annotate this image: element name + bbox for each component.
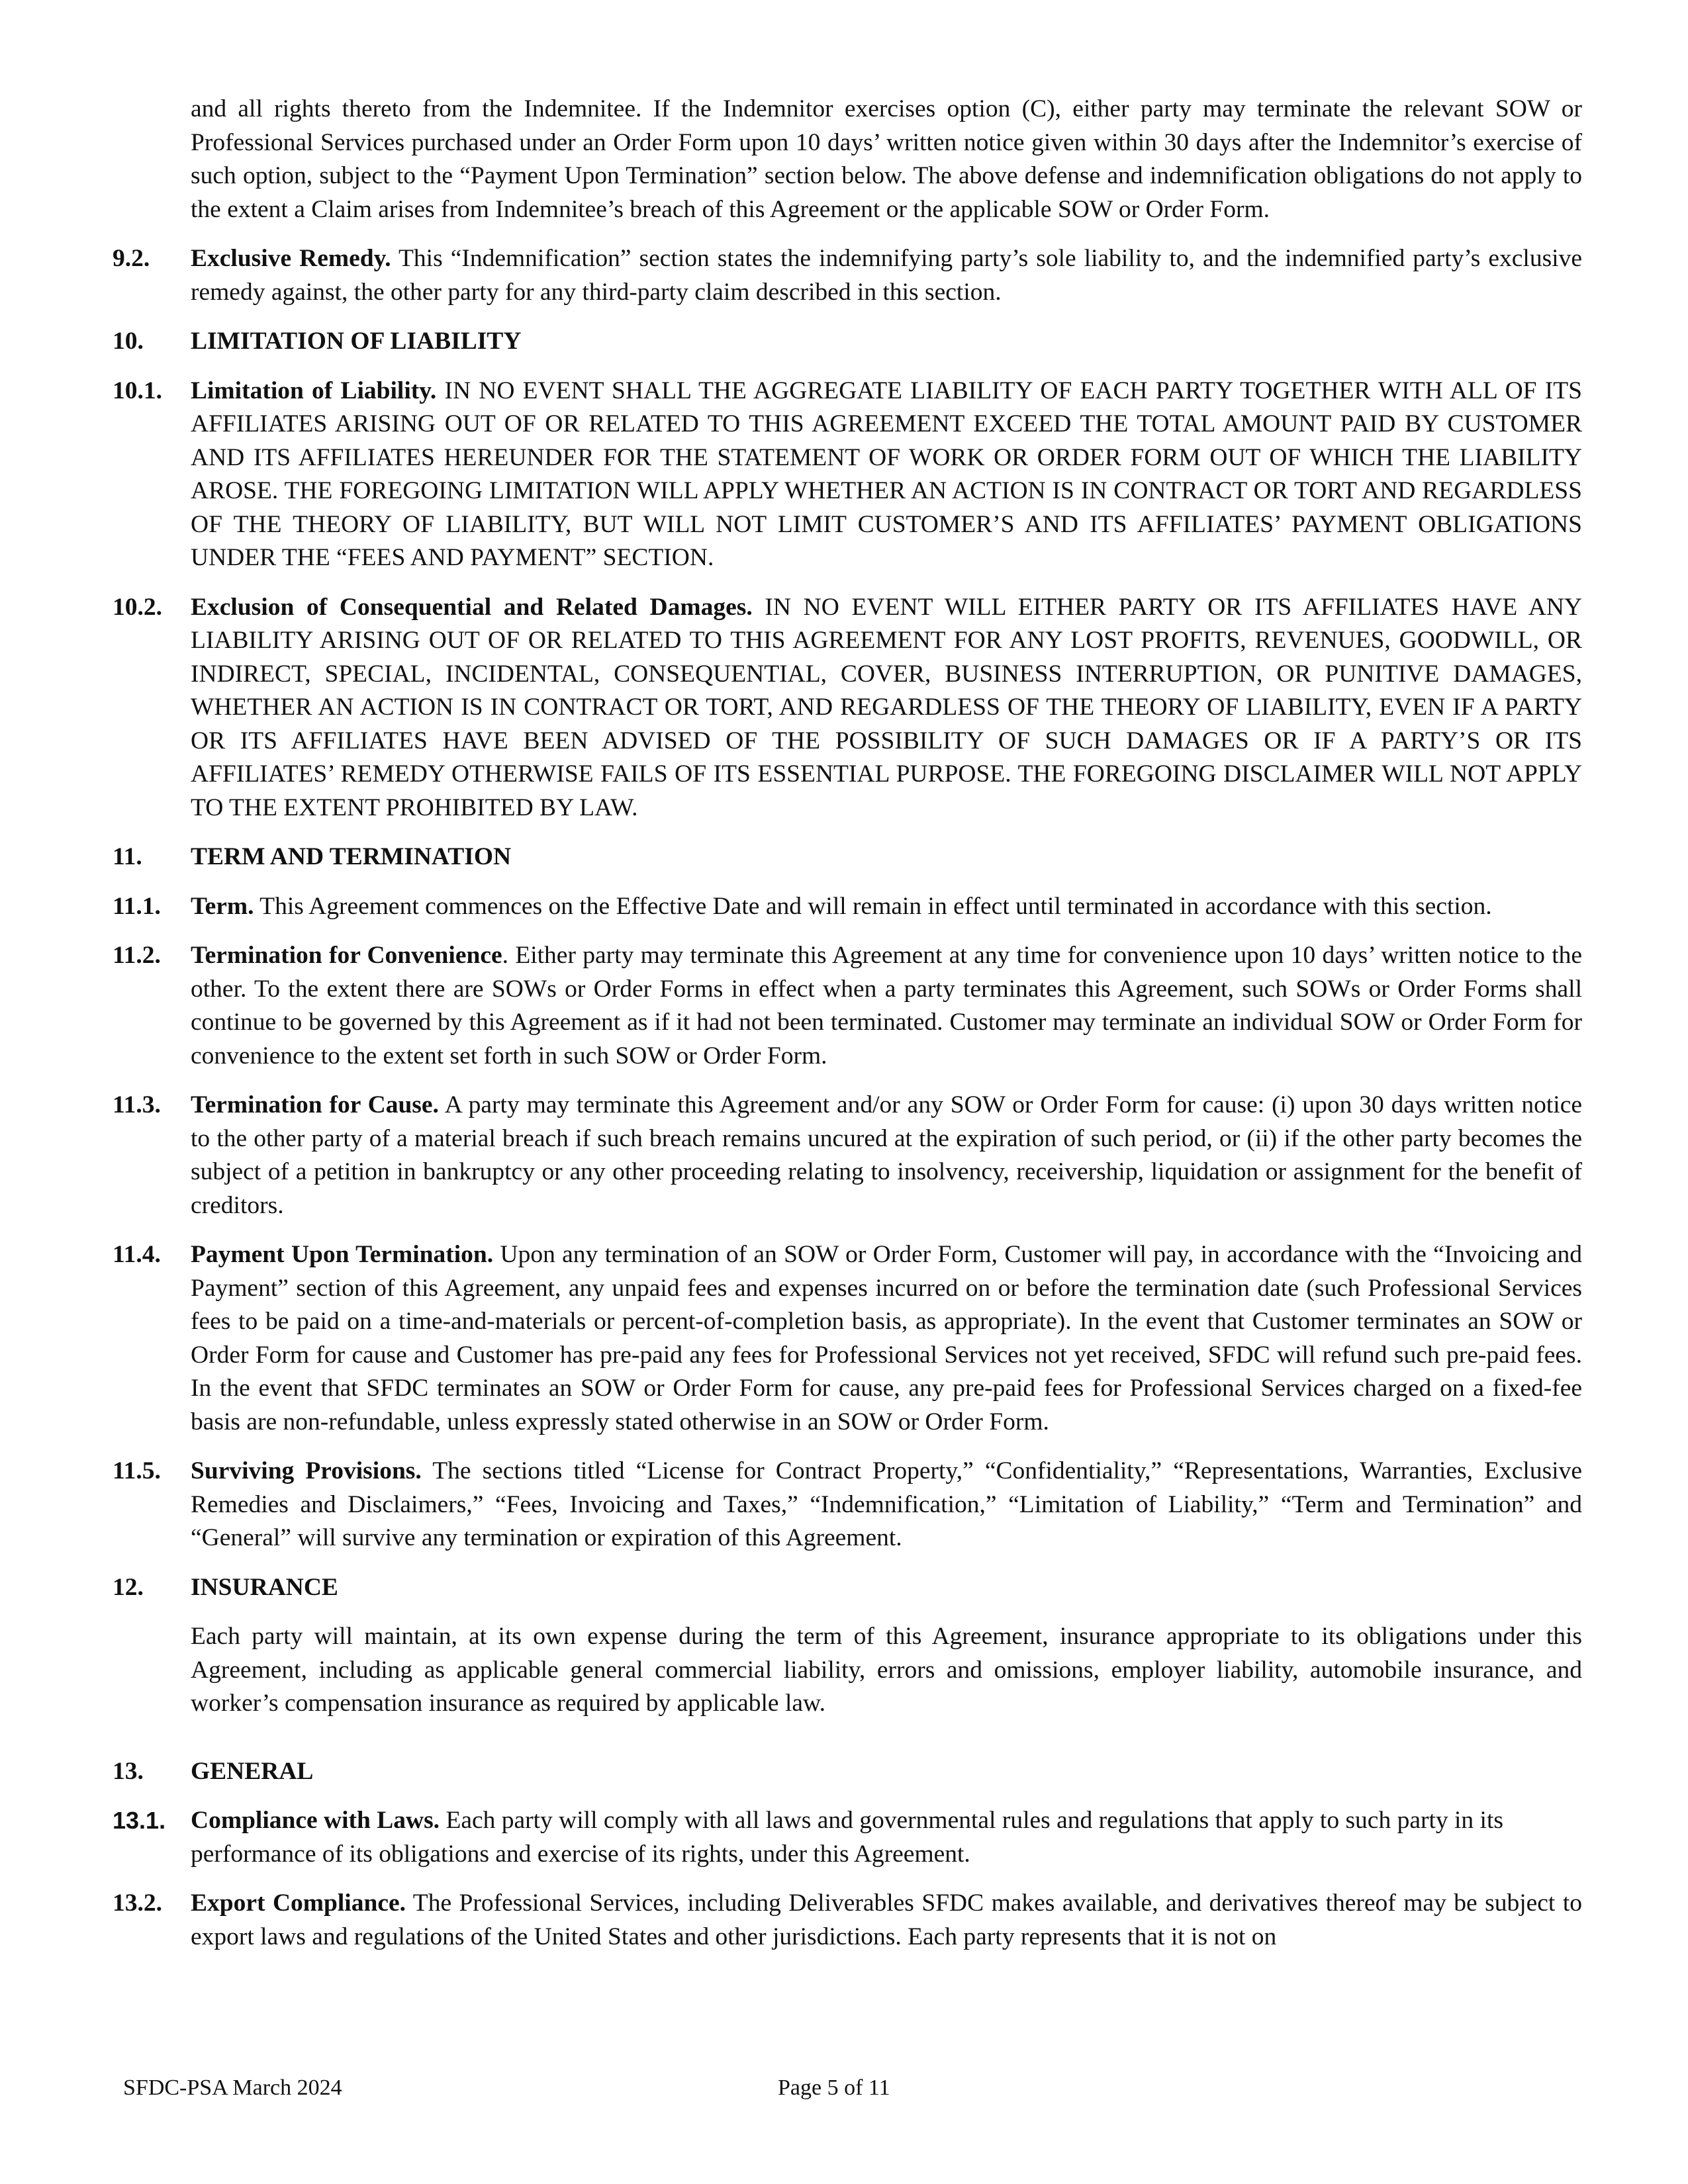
section-heading: LIMITATION OF LIABILITY bbox=[191, 328, 522, 355]
section-number: 10.1. bbox=[113, 377, 162, 404]
section-10-2 bbox=[113, 591, 1582, 825]
section-number: 9.2. bbox=[113, 245, 150, 272]
section-number: 11.4. bbox=[113, 1241, 161, 1268]
document-body bbox=[113, 93, 1582, 1970]
section-11-2 bbox=[113, 939, 1582, 1073]
section-heading: Exclusion of Consequential and Related Damages. bbox=[191, 593, 753, 621]
continuation-paragraph: and all rights thereto from the Indemnitee. If the Indemnitor exercises option (C), either party may terminate the relevant SOW or Professional Services purchased under an Order Form upon 10 days’ written notice given within 30 days after the Indemnitor’s exercise of such option, subject to the “Payment Upon Termination” section below. The above defense and indemnification obligations do not apply to the extent a Claim arises from Indemnitee’s breach of this Agreement or the applicable SOW or Order Form. bbox=[191, 95, 1582, 223]
section-heading: Exclusive Remedy. bbox=[191, 245, 391, 272]
section-13-1 bbox=[113, 1804, 1582, 1871]
section-11-title bbox=[113, 841, 1582, 874]
section-number: 11.3. bbox=[113, 1091, 161, 1118]
section-heading: Termination for Convenience bbox=[191, 942, 502, 969]
section-text: IN NO EVENT WILL EITHER PARTY OR ITS AFFILIATES HAVE ANY LIABILITY ARISING OUT OF OR RELATED TO THIS AGREEMENT FOR ANY LOST PROFITS, REVENUES, GOODWILL, OR INDIRECT, SPECIAL, INCIDENTAL, CONSEQUENTIAL, COVER, BUSINESS INTERRUPTION, OR PUNITIVE DAMAGES, WHETHER AN ACTION IS IN CONTRACT OR TORT, AND REGARDLESS OF THE THEORY OF LIABILITY, EVEN IF A PARTY OR ITS AFFILIATES HAVE BEEN ADVISED OF THE POSSIBILITY OF SUCH DAMAGES OR IF A PARTY’S OR ITS AFFILIATES’ REMEDY OTHERWISE FAILS OF ITS ESSENTIAL PURPOSE. THE FOREGOING DISCLAIMER WILL NOT APPLY TO THE EXTENT PROHIBITED BY LAW. bbox=[191, 593, 1582, 821]
section-number: 13. bbox=[113, 1757, 144, 1785]
footer-document-id: SFDC-PSA March 2024 bbox=[123, 2075, 342, 2100]
section-heading: Compliance with Laws. bbox=[191, 1807, 440, 1834]
section-heading: Payment Upon Termination. bbox=[191, 1241, 494, 1268]
section-text: A party may terminate this Agreement and/or any SOW or Order Form for cause: (i) upon 30 days written notice to the other party of a material breach if such breach remains uncured at the expiration of such period, or (ii) if the other party becomes the subject of a petition in bankruptcy or any other proceeding relating to insolvency, receivership, liquidation or assignment for the benefit of creditors. bbox=[191, 1091, 1582, 1219]
section-number: 11.5. bbox=[113, 1457, 161, 1484]
section-heading: INSURANCE bbox=[191, 1573, 338, 1601]
section-heading: Termination for Cause. bbox=[191, 1091, 439, 1118]
section-11-3 bbox=[113, 1089, 1582, 1222]
section-heading: Surviving Provisions. bbox=[191, 1457, 422, 1484]
section-heading: Term. bbox=[191, 892, 254, 920]
section-12-text: Each party will maintain, at its own expense during the term of this Agreement, insurance appropriate to its obligations under this Agreement, including as applicable general commercial liability, errors and omissions, employer liability, automobile insurance, and worker’s compensation insurance as required by applicable law. bbox=[191, 1623, 1582, 1717]
section-number: 13.1. bbox=[113, 1807, 166, 1834]
footer-page-number: Page 5 of 11 bbox=[778, 2075, 890, 2100]
section-text: IN NO EVENT SHALL THE AGGREGATE LIABILITY OF EACH PARTY TOGETHER WITH ALL OF ITS AFFILIATES ARISING OUT OF OR RELATED TO THIS AGREEMENT EXCEED THE TOTAL AMOUNT PAID BY CUSTOMER AND ITS AFFILIATES HEREUNDER FOR THE STATEMENT OF WORK OR ORDER FORM OUT OF WHICH THE LIABILITY AROSE. THE FOREGOING LIMITATION WILL APPLY WHETHER AN ACTION IS IN CONTRACT OR TORT AND REGARDLESS OF THE THEORY OF LIABILITY, BUT WILL NOT LIMIT CUSTOMER’S AND ITS AFFILIATES’ PAYMENT OBLIGATIONS UNDER THE “FEES AND PAYMENT” SECTION. bbox=[191, 377, 1582, 571]
section-13-title bbox=[113, 1755, 1582, 1789]
section-number: 12. bbox=[113, 1573, 144, 1601]
section-number: 11.2. bbox=[113, 942, 161, 969]
section-10-title bbox=[113, 325, 1582, 359]
section-11-4 bbox=[113, 1238, 1582, 1439]
section-number: 10. bbox=[113, 328, 144, 355]
section-9-2 bbox=[113, 242, 1582, 309]
section-number: 10.2. bbox=[113, 593, 162, 621]
section-heading: Limitation of Liability. bbox=[191, 377, 437, 404]
section-13-2 bbox=[113, 1887, 1582, 1954]
section-text: This Agreement commences on the Effective Date and will remain in effect until terminated in accordance with this section. bbox=[254, 892, 1492, 920]
section-heading: TERM AND TERMINATION bbox=[191, 843, 512, 870]
spacer bbox=[113, 1737, 1582, 1755]
section-11-5 bbox=[113, 1455, 1582, 1555]
section-number: 13.2. bbox=[113, 1889, 162, 1917]
section-text: The sections titled “License for Contract Property,” “Confidentiality,” “Representations, Warranties, Exclusive Remedies and Disclaimers,” “Fees, Invoicing and Taxes,” “Indemnification,” “Limitation of Liability,” “Term and Termination” and “General” will survive any termination or expiration of this Agreement. bbox=[191, 1457, 1582, 1551]
section-text: Upon any termination of an SOW or Order Form, Customer will pay, in accordance with the “Invoicing and Payment” section of this Agreement, any unpaid fees and expenses incurred on or before the termination date (such Professional Services fees to be paid on a time-and-materials or percent-of-completion basis, as appropriate). In the event that Customer terminates an SOW or Order Form for cause and Customer has pre-paid any fees for Professional Services not yet received, SFDC will refund such pre-paid fees. In the event that SFDC terminates an SOW or Order Form for cause, any pre-paid fees for Professional Services charged on a fixed-fee basis are non-refundable, unless expressly stated otherwise in an SOW or Order Form. bbox=[191, 1241, 1583, 1435]
section-text: The Professional Services, including Deliverables SFDC makes available, and derivatives thereof may be subject to export laws and regulations of the United States and other jurisdictions. Each party represents that it is not on bbox=[191, 1889, 1582, 1950]
section-text: . Either party may terminate this Agreement at any time for convenience upon 10 days’ written notice to the other. To the extent there are SOWs or Order Forms in effect when a party terminates this Agreement, such SOWs or Order Forms shall continue to be governed by this Agreement as if it had not been terminated. Customer may terminate an individual SOW or Order Form for convenience to the extent set forth in such SOW or Order Form. bbox=[191, 942, 1583, 1069]
section-11-1 bbox=[113, 890, 1582, 924]
section-number: 11.1. bbox=[113, 892, 161, 920]
section-number: 11. bbox=[113, 843, 142, 870]
section-10-1 bbox=[113, 375, 1582, 575]
section-text: This “Indemnification” section states the indemnifying party’s sole liability to, and the indemnified party’s exclusive remedy against, the other party for any third-party claim described in this section. bbox=[191, 245, 1582, 306]
section-heading: GENERAL bbox=[191, 1757, 314, 1785]
section-heading: Export Compliance. bbox=[191, 1889, 406, 1917]
section-12-title bbox=[113, 1571, 1582, 1605]
section-text: Each party will comply with all laws and governmental rules and regulations that apply to such party in its performance of its obligations and exercise of its rights, under this Agreement. bbox=[191, 1807, 1503, 1868]
